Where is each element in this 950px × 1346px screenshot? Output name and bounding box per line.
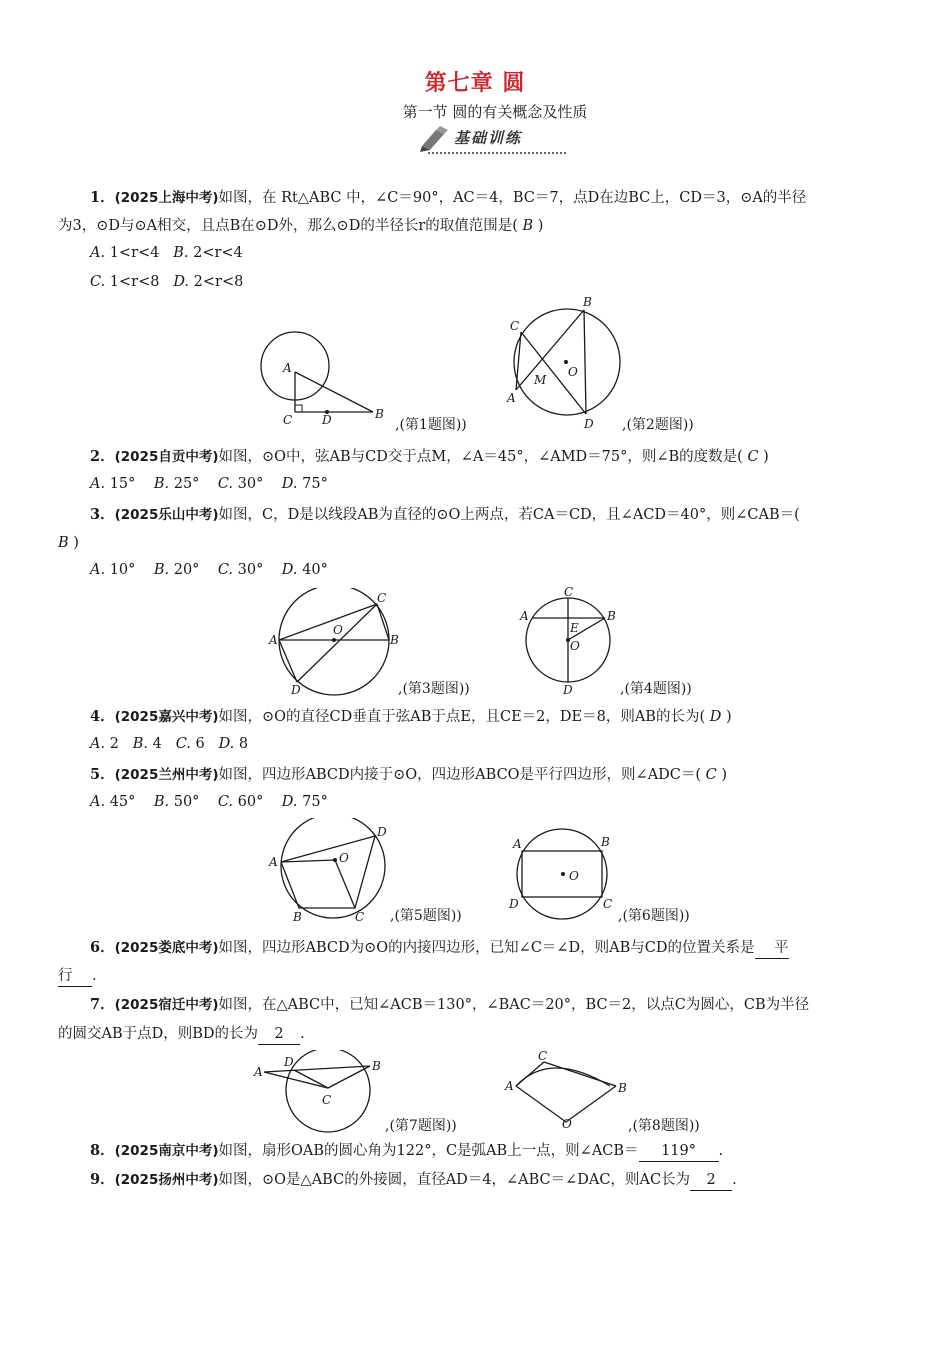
q5-opt-b: 50°: [173, 794, 200, 810]
section-title: 第一节 圆的有关概念及性质: [402, 103, 588, 121]
q5-opt-a: 45°: [109, 794, 136, 810]
opt-letter: A.: [90, 794, 106, 810]
label-b: B: [293, 910, 302, 924]
opt-letter: D.: [218, 736, 235, 752]
q3-opt-a: 10°: [109, 562, 136, 578]
q7-tail: .: [300, 1026, 305, 1042]
q1-answer: B: [522, 218, 534, 234]
opt-letter: B.: [153, 794, 170, 810]
q4-number: 4．: [90, 708, 115, 725]
caption-fig5: ,(第5题图)): [390, 908, 462, 924]
q5-text: 如图，四边形ABCD内接于⊙O，四边形ABCO是平行四边形，则∠ADC＝(: [218, 767, 706, 783]
q6-number: 6．: [90, 939, 115, 956]
label-b: B: [601, 835, 610, 849]
opt-letter: A.: [90, 245, 106, 261]
q4-close: ): [721, 709, 732, 725]
q5-opt-c: 60°: [237, 794, 264, 810]
q2-text: 如图，⊙O中，弦AB与CD交于点M，∠A＝45°，∠AMD＝75°，则∠B的度数是(: [218, 449, 748, 465]
opt-letter: C.: [217, 562, 234, 578]
label-o: O: [569, 869, 579, 883]
q7-text2: 的圆交AB于点D，则BD的长为: [58, 1026, 259, 1042]
q1-number: 1．: [90, 189, 115, 206]
opt-letter: B.: [132, 736, 149, 752]
q1-source: (2025上海中考): [114, 190, 219, 206]
figure-2: [500, 292, 630, 434]
q4-answer: D: [709, 709, 722, 725]
q1-opt-c: 1<r<8: [109, 274, 160, 290]
opt-letter: D.: [173, 274, 190, 290]
q4-source: (2025嘉兴中考): [114, 709, 219, 725]
opt-letter: B.: [153, 476, 170, 492]
q4-options: [90, 736, 248, 752]
figure-4: [515, 584, 620, 699]
q9-tail: .: [732, 1172, 737, 1188]
q3-close: ): [68, 535, 79, 551]
label-a: A: [269, 855, 278, 869]
caption-fig1: ,(第1题图)): [395, 417, 467, 433]
q2-options: [90, 476, 328, 492]
q2-opt-c: 30°: [237, 476, 264, 492]
caption-fig2: ,(第2题图)): [622, 417, 694, 433]
opt-letter: D.: [281, 562, 298, 578]
q1-line1: [90, 188, 806, 208]
label-m: M: [534, 373, 547, 387]
label-c: C: [603, 897, 613, 911]
figure-1: [255, 330, 395, 425]
caption-fig4: ,(第4题图)): [620, 681, 692, 697]
label-d: D: [284, 1055, 294, 1069]
q2-number: 2．: [90, 448, 115, 465]
label-a: A: [283, 361, 292, 375]
label-a: A: [254, 1065, 263, 1079]
figure-8: [500, 1048, 635, 1130]
label-a: A: [269, 633, 278, 647]
q5-opt-d: 75°: [302, 794, 328, 810]
q2-source: (2025自贡中考): [114, 449, 219, 465]
q1-close: ): [533, 218, 544, 234]
q7-line2: [58, 1024, 305, 1045]
q3-text: 如图，C，D是以线段AB为直径的⊙O上两点，若CA＝CD，且∠ACD＝40°，则∠CAB＝(: [218, 507, 800, 523]
q7-answer: 2: [258, 1024, 300, 1045]
q1-opt-a: 1<r<4: [109, 245, 160, 261]
section-badge: [418, 124, 568, 156]
q2-opt-d: 75°: [302, 476, 328, 492]
label-c: C: [377, 591, 387, 605]
label-b: B: [375, 407, 384, 421]
opt-letter: C.: [217, 794, 234, 810]
label-a: A: [513, 837, 522, 851]
q3-line2: [58, 533, 79, 553]
q6-line2: [58, 966, 97, 987]
label-a: A: [520, 609, 529, 623]
q5-options: [90, 794, 328, 810]
label-d: D: [377, 825, 387, 839]
q6-source: (2025娄底中考): [114, 940, 219, 956]
q5-number: 5．: [90, 766, 115, 783]
q2-opt-a: 15°: [109, 476, 136, 492]
q3-source: (2025乐山中考): [114, 507, 219, 523]
q1-text2: 为3，⊙D与⊙A相交，且点B在⊙D外，那么⊙D的半径长r的取值范围是(: [58, 218, 523, 234]
label-a: A: [505, 1079, 514, 1093]
q6-line1: [90, 938, 789, 959]
caption-fig3: ,(第3题图)): [398, 681, 470, 697]
opt-letter: B.: [153, 562, 170, 578]
chapter-title: 第七章 圆: [424, 70, 526, 96]
label-c: C: [538, 1049, 548, 1063]
label-b: B: [618, 1081, 627, 1095]
label-o: O: [568, 365, 578, 379]
figure-7: [250, 1050, 390, 1134]
label-o: O: [562, 1117, 572, 1130]
opt-letter: C.: [90, 274, 106, 290]
label-a: A: [507, 391, 516, 405]
q1-opt-b: 2<r<4: [193, 245, 243, 261]
q5-answer: C: [705, 767, 717, 783]
label-o: O: [339, 851, 349, 865]
q4-opt-d: 8: [238, 736, 249, 752]
q9-text: 如图，⊙O是△ABC的外接圆，直径AD＝4，∠ABC＝∠DAC，则AC长为: [218, 1172, 691, 1188]
label-c: C: [564, 585, 574, 599]
q1-opt-d: 2<r<8: [193, 274, 244, 290]
q1-text1: 如图，在 Rt△ABC 中，∠C＝90°，AC＝4，BC＝7，点D在边BC上，CD＝3，⊙A的半径: [218, 190, 807, 206]
q4-opt-c: 6: [195, 736, 205, 752]
label-c: C: [283, 413, 293, 425]
q4-opt-a: 2: [109, 736, 119, 752]
q3-opt-d: 40°: [302, 562, 328, 578]
label-b: B: [390, 633, 399, 647]
q6-text: 如图，四边形ABCD为⊙O的内接四边形，已知∠C＝∠D，则AB与CD的位置关系是: [218, 940, 755, 956]
q6-answer-part2: 行: [58, 966, 92, 987]
label-o: O: [333, 623, 343, 637]
q4-line1: [90, 707, 732, 727]
opt-letter: A.: [90, 476, 106, 492]
opt-letter: C.: [217, 476, 234, 492]
q4-opt-b: 4: [152, 736, 162, 752]
opt-letter: A.: [90, 736, 106, 752]
q1-options-ab: [90, 245, 243, 261]
q4-text: 如图，⊙O的直径CD垂直于弦AB于点E，且CE＝2，DE＝8，则AB的长为(: [218, 709, 710, 725]
q7-line1: [90, 995, 809, 1015]
q7-number: 7．: [90, 996, 115, 1013]
label-d: D: [509, 897, 519, 911]
label-b: B: [583, 295, 592, 309]
label-d: D: [584, 417, 594, 431]
q1-line2: [58, 216, 543, 236]
label-e: E: [570, 621, 579, 635]
q6-answer-part1: 平: [755, 938, 789, 959]
caption-fig8: ,(第8题图)): [628, 1118, 700, 1134]
q9-answer: 2: [690, 1170, 732, 1191]
q2-close: ): [758, 449, 769, 465]
q5-source: (2025兰州中考): [114, 767, 219, 783]
q9-number: 9．: [90, 1171, 115, 1188]
q2-answer: C: [747, 449, 759, 465]
q7-source: (2025宿迁中考): [114, 997, 219, 1013]
label-d: D: [322, 413, 332, 425]
q8-number: 8．: [90, 1142, 115, 1159]
opt-letter: D.: [281, 794, 298, 810]
q5-close: ): [716, 767, 728, 783]
caption-fig6: ,(第6题图)): [618, 908, 690, 924]
opt-letter: C.: [175, 736, 191, 752]
q3-opt-b: 20°: [173, 562, 200, 578]
label-o: O: [570, 639, 580, 653]
q8-text: 如图，扇形OAB的圆心角为122°，C是弧AB上一点，则∠ACB＝: [218, 1143, 639, 1159]
q3-number: 3．: [90, 506, 115, 523]
caption-fig7: ,(第7题图)): [385, 1118, 457, 1134]
q8-tail: .: [718, 1143, 724, 1159]
figure-5: [265, 818, 395, 928]
label-d: D: [291, 683, 301, 697]
figure-6: [505, 826, 620, 926]
label-c: C: [322, 1093, 332, 1107]
q3-line1: [90, 505, 800, 525]
label-d: D: [563, 683, 573, 697]
q9-line1: [90, 1170, 737, 1191]
q9-source: (2025扬州中考): [114, 1172, 219, 1188]
q8-source: (2025南京中考): [114, 1143, 219, 1159]
label-b: B: [372, 1059, 381, 1073]
label-b: B: [607, 609, 616, 623]
q6-tail: .: [92, 968, 97, 984]
opt-letter: D.: [281, 476, 298, 492]
opt-letter: A.: [90, 562, 106, 578]
q8-answer: 119°: [639, 1141, 719, 1162]
badge-label: 基础训练: [454, 129, 523, 147]
q3-answer: B: [58, 535, 69, 551]
q3-options: [90, 562, 328, 578]
q8-line1: [90, 1141, 723, 1162]
figure-3: [265, 588, 405, 698]
label-c: C: [355, 910, 365, 924]
q2-opt-b: 25°: [173, 476, 200, 492]
q3-opt-c: 30°: [237, 562, 264, 578]
q1-options-cd: [90, 274, 243, 290]
q5-line1: [90, 765, 727, 785]
label-c: C: [510, 319, 520, 333]
q7-text1: 如图，在△ABC中，已知∠ACB＝130°，∠BAC＝20°，BC＝2，以点C为圆心，CB为半径: [218, 997, 810, 1013]
opt-letter: B.: [173, 245, 189, 261]
q2-line1: [90, 447, 769, 467]
